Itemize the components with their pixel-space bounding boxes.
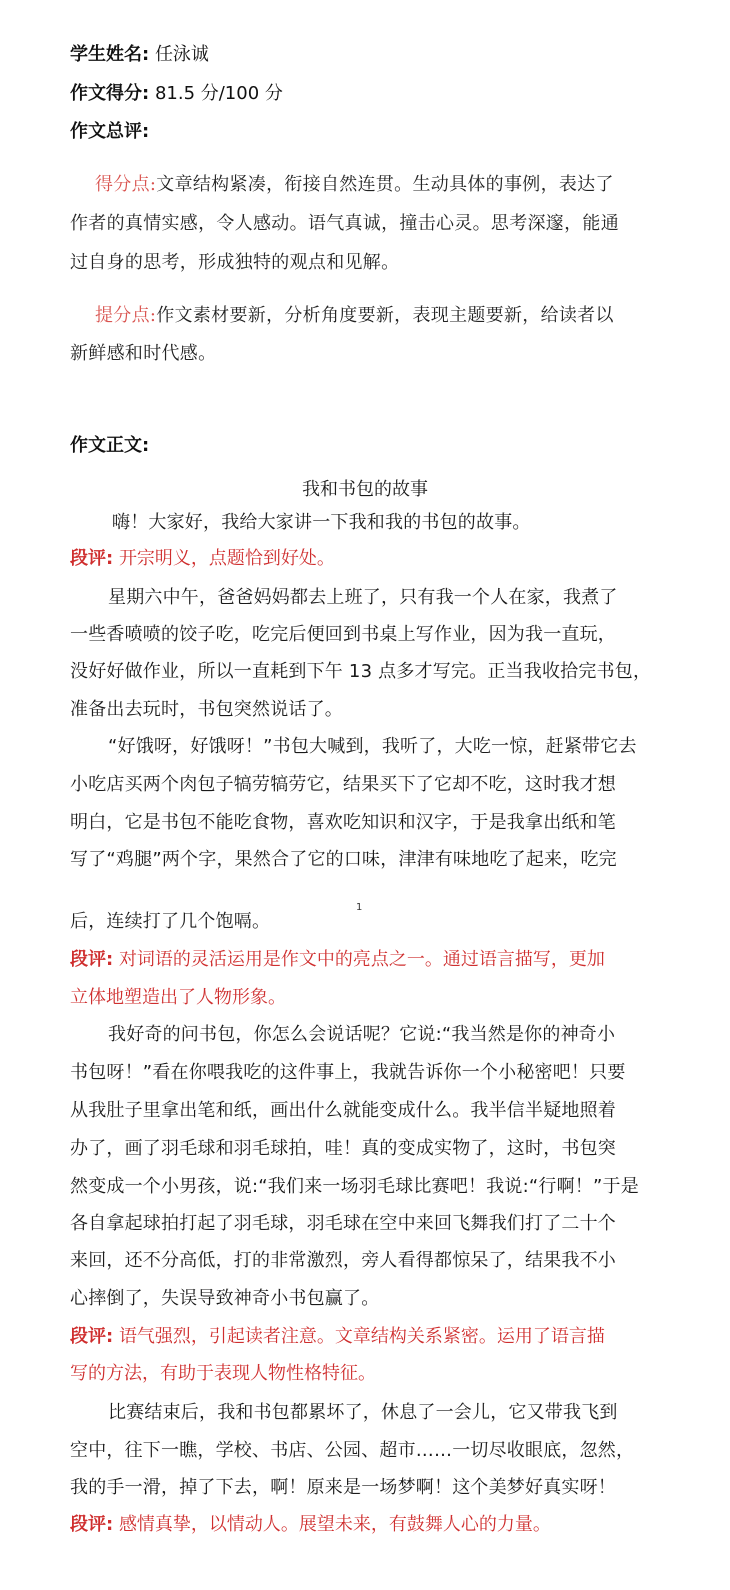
essay-p5-line-3: 我的手一滑，掉了下去，啊！原来是一场梦啊！这个美梦好真实呀！	[70, 1477, 616, 1498]
essay-p4-line-8: 心摔倒了，失误导致神奇小书包赢了。	[70, 1288, 380, 1309]
essay-p2-line-1: 星期六中午，爸爸妈妈都去上班了，只有我一个人在家，我煮了	[108, 587, 618, 608]
strengths-line-1: 得分点:文章结构紧凑，衔接自然连贯。生动具体的事例，表达了	[95, 174, 614, 195]
essay-title: 我和书包的故事	[302, 479, 428, 500]
essay-label: 作文正文:	[70, 435, 150, 456]
essay-p2-line-2: 一些香喷喷的饺子吃，吃完后便回到书桌上写作业，因为我一直玩，	[70, 624, 616, 645]
page-number: 1	[356, 902, 363, 913]
essay-p4-line-4: 办了，画了羽毛球和羽毛球拍，哇！真的变成实物了，这时，书包突	[70, 1138, 616, 1159]
essay-p5-line-1: 比赛结束后，我和书包都累坏了，休息了一会儿，它又带我飞到	[108, 1402, 618, 1423]
improve-line-1: 提分点:作文素材要新，分析角度要新，表现主题要新，给读者以	[95, 305, 614, 326]
essay-p4-line-7: 来回，还不分高低，打的非常激烈，旁人看得都惊呆了，结果我不小	[70, 1250, 616, 1271]
essay-p1-line-1: 嗨！大家好，我给大家讲一下我和我的书包的故事。	[112, 512, 531, 533]
comment-4: 段评: 感情真挚，以情动人。展望未来，有鼓舞人心的力量。	[70, 1514, 551, 1535]
student-name-line	[70, 46, 209, 64]
score-value: 81.5 分/100 分	[154, 83, 283, 104]
essay-p2-line-3: 没好好做作业，所以一直耗到下午 13 点多才写完。正当我收拾完书包，	[70, 661, 652, 682]
essay-p3-line-2: 小吃店买两个肉包子犒劳犒劳它，结果买下了它却不吃，这时我才想	[70, 774, 616, 795]
comment-label: 作文总评:	[70, 121, 150, 142]
strengths-line-2: 作者的真情实感，令人感动。语气真诚，撞击心灵。思考深邃，能通	[70, 213, 619, 234]
improve-label: 提分点:	[95, 305, 157, 326]
essay-heading	[70, 437, 149, 455]
comment-2-line-1: 段评: 对词语的灵活运用是作文中的亮点之一。通过语言描写，更加	[70, 949, 605, 970]
score-line	[70, 85, 283, 103]
improve-line-2: 新鲜感和时代感。	[70, 343, 217, 364]
comment-2-line-2: 立体地塑造出了人物形象。	[70, 987, 286, 1008]
comment-1: 段评: 开宗明义，点题恰到好处。	[70, 548, 335, 569]
comment-3-label: 段评:	[70, 1326, 114, 1347]
comment-heading	[70, 123, 149, 141]
essay-p3-line-5: 后，连续打了几个饱嗝。	[70, 911, 271, 932]
score-label: 作文得分:	[70, 83, 150, 104]
strengths-line-3: 过自身的思考，形成独特的观点和见解。	[70, 252, 400, 273]
essay-p4-line-3: 从我肚子里拿出笔和纸，画出什么就能变成什么。我半信半疑地照着	[70, 1100, 616, 1121]
essay-p4-line-6: 各自拿起球拍打起了羽毛球，羽毛球在空中来回飞舞我们打了二十个	[70, 1213, 616, 1234]
essay-p2-line-4: 准备出去玩时，书包突然说话了。	[70, 699, 343, 720]
comment-1-label: 段评:	[70, 548, 114, 569]
essay-p5-line-2: 空中，往下一瞧，学校、书店、公园、超市……一切尽收眼底，忽然，	[70, 1440, 635, 1461]
essay-p3-line-4: 写了“鸡腿”两个字，果然合了它的口味，津津有味地吃了起来，吃完	[70, 849, 617, 870]
student-name-label: 学生姓名:	[70, 44, 150, 65]
comment-3-line-2: 写的方法，有助于表现人物性格特征。	[70, 1363, 376, 1384]
essay-p3-line-1: “好饿呀，好饿呀！”书包大喊到，我听了，大吃一惊，赶紧带它去	[108, 736, 637, 757]
strengths-label: 得分点:	[95, 174, 157, 195]
student-name-value: 任泳诚	[154, 44, 209, 65]
comment-3-line-1: 段评: 语气强烈，引起读者注意。文章结构关系紧密。运用了语言描	[70, 1326, 605, 1347]
essay-p4-line-1: 我好奇的问书包，你怎么会说话呢？它说:“我当然是你的神奇小	[108, 1024, 616, 1045]
comment-4-label: 段评:	[70, 1514, 114, 1535]
essay-p3-line-3: 明白，它是书包不能吃食物，喜欢吃知识和汉字，于是我拿出纸和笔	[70, 812, 616, 833]
comment-2-label: 段评:	[70, 949, 114, 970]
essay-p4-line-2: 书包呀！”看在你喂我吃的这件事上，我就告诉你一个小秘密吧！只要	[70, 1062, 626, 1083]
essay-p4-line-5: 然变成一个小男孩，说:“我们来一场羽毛球比赛吧！我说:“行啊！”于是	[70, 1176, 639, 1197]
